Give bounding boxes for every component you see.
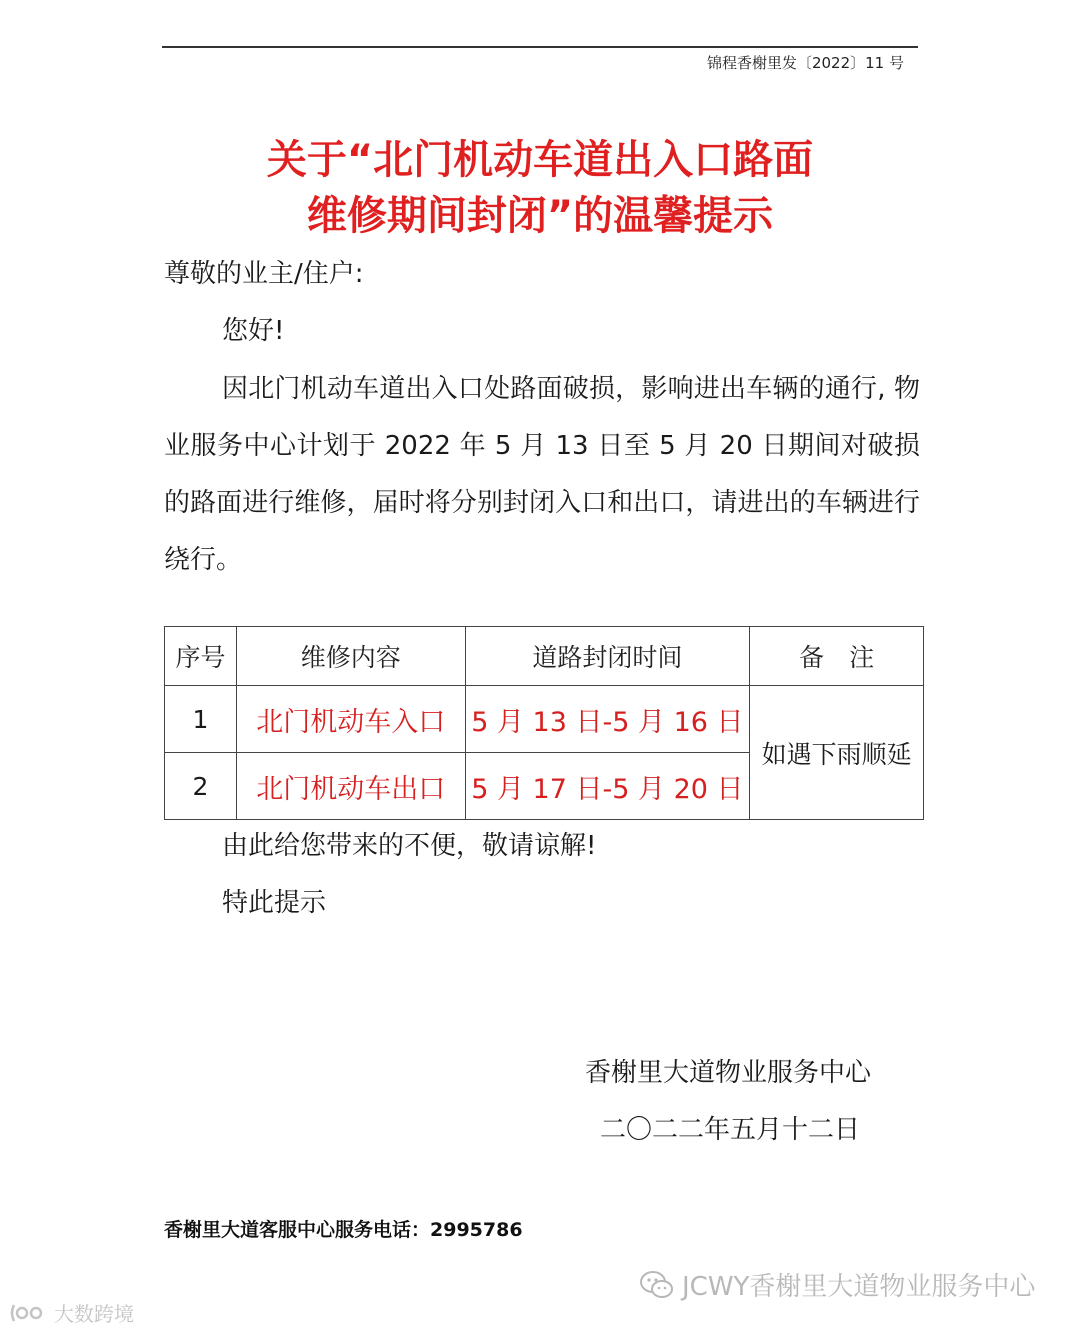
signature-date: 二〇二二年五月十二日: [600, 1115, 861, 1145]
row-time: 5 月 13 日-5 月 16 日: [465, 686, 750, 753]
title-line-2: 维修期间封闭”的温馨提示: [306, 193, 774, 239]
row-content: 北门机动车入口: [236, 686, 465, 753]
wechat-icon: [640, 1270, 674, 1300]
header-content: 维修内容: [236, 627, 465, 686]
header-remark: 备 注: [750, 627, 924, 686]
header-time: 道路封闭时间: [465, 627, 750, 686]
notice-title: [0, 132, 1080, 244]
title-line-1: 关于“北门机动车道出入口路面: [266, 137, 814, 183]
table-header-row: [165, 627, 924, 686]
body-paragraph: 因北门机动车道出入口处路面破损，影响进出车辆的通行, 物业服务中心计划于 2022 年 5 月 13 日至 5 月 20 日期间对破损的路面进行维修，届时将分别封闭入口和出口，请进出的车辆进行绕行。: [164, 374, 920, 575]
signature-organization: 香榭里大道物业服务中心: [585, 1058, 872, 1088]
row-no: 1: [165, 686, 237, 753]
apology-line: 由此给您带来的不便，敬请谅解!: [222, 831, 597, 861]
row-time: 5 月 17 日-5 月 20 日: [465, 753, 750, 820]
greeting: 您好!: [222, 316, 285, 346]
header-rule: [162, 46, 918, 48]
row-content: 北门机动车出口: [236, 753, 465, 820]
row-no: 2: [165, 753, 237, 820]
salutation: 尊敬的业主/住户:: [164, 259, 364, 289]
header-no: 序号: [165, 627, 237, 686]
notice-closing: 特此提示: [222, 888, 327, 918]
service-hotline: 香榭里大道客服中心服务电话：2995786: [164, 1219, 523, 1241]
wechat-watermark-text: JCWY香榭里大道物业服务中心: [682, 1272, 1036, 1302]
corner-watermark: [8, 1298, 134, 1327]
closure-schedule-table: [164, 626, 924, 820]
corner-watermark-text: 大数跨境: [54, 1302, 134, 1326]
document-number: 锦程香榭里发〔2022〕11 号: [706, 54, 904, 72]
row-remark: 如遇下雨顺延: [750, 686, 924, 820]
wechat-watermark: [640, 1266, 1035, 1303]
bigdata-logo-icon: [8, 1301, 48, 1325]
table-row: [165, 686, 924, 753]
